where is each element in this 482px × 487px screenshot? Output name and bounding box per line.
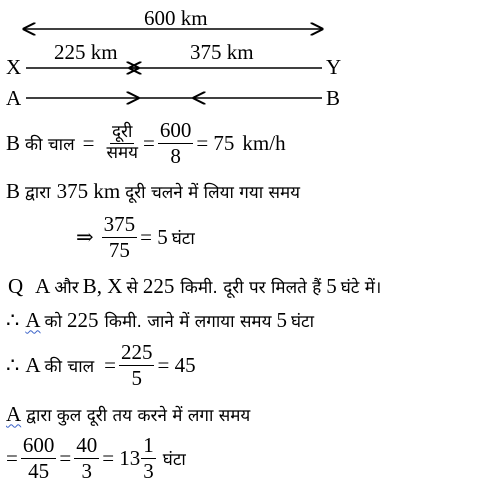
meeting-rest-text: किमी. दूरी पर मिलते हैं: [180, 277, 322, 298]
a-label: A: [25, 352, 41, 377]
heading-rest-text: कुल दूरी तय करने में लगा समय: [56, 405, 251, 426]
time-b-heading: [6, 177, 300, 205]
implies-arrow: ⇒: [76, 224, 94, 249]
meeting-statement: [8, 272, 381, 300]
a-label: A: [25, 307, 41, 332]
point-a-label: A: [6, 86, 22, 110]
total-time-heading: [6, 400, 250, 428]
result-5: = 5: [140, 224, 168, 249]
heading-rest-text: दूरी चलने में लिया गया समय: [125, 182, 301, 203]
unit-kmh: km/h: [242, 130, 286, 155]
segment-375-label: 375 km: [190, 40, 254, 64]
equals-sign: =: [59, 445, 72, 470]
total-time-calculation: [6, 432, 186, 484]
point-x-label: X: [6, 55, 22, 79]
number-225: 225: [142, 273, 175, 298]
fraction-600-8: $\frac{600}{8}$: [159, 118, 192, 168]
therefore-symbol: ∴: [6, 352, 20, 377]
equals-sign: =: [6, 445, 18, 470]
a-label: A: [35, 273, 51, 298]
fraction-225-5: $\frac{225}{5}$: [120, 340, 153, 390]
fraction-375-75: $\frac{375}{75}$: [103, 212, 136, 262]
therefore-symbol: ∴: [6, 307, 20, 332]
speed-a-line: [6, 340, 196, 390]
b-label: B: [6, 178, 21, 203]
fraction-1-3: $\frac{1}{3}$: [143, 433, 154, 483]
ko-text: को: [44, 311, 63, 332]
b-label: B: [6, 130, 21, 155]
fraction-600-45: $\frac{600}{45}$: [22, 433, 55, 483]
time-rest-text: किमी. जाने में लगाया समय: [104, 311, 272, 332]
total-distance-label: 600 km: [144, 6, 208, 30]
dwara-text: द्वारा: [25, 182, 51, 203]
dwara-text: द्वारा: [26, 405, 52, 426]
equals-sign: =: [82, 130, 95, 155]
unit-ghanta: घंटा: [162, 449, 186, 470]
aur-text: और: [54, 277, 79, 298]
since-symbol: Q: [8, 273, 24, 298]
ki-chaal-text: की चाल: [25, 134, 75, 155]
fraction-40-3: $\frac{40}{3}$: [76, 433, 98, 483]
number-5: 5: [326, 273, 337, 298]
result-13: = 13: [102, 445, 141, 470]
time-b-calculation: [76, 212, 195, 262]
se-text: से: [126, 277, 138, 298]
point-b-label: B: [326, 86, 341, 110]
ghante-mein-text: घंटे में।: [340, 277, 382, 298]
result-45: = 45: [157, 352, 196, 377]
ki-chaal-text: की चाल: [44, 356, 95, 377]
bx-label: B, X: [82, 273, 123, 298]
number-5: 5: [276, 307, 287, 332]
equals-sign: =: [142, 130, 155, 155]
number-225: 225: [67, 307, 99, 332]
point-y-label: Y: [326, 55, 342, 79]
segment-225-label: 225 km: [54, 40, 118, 64]
unit-ghanta: घंटा: [171, 228, 195, 249]
speed-b-line: [6, 118, 286, 168]
unit-ghanta: घंटा: [290, 311, 314, 332]
distance-over-time-fraction: $\frac{\text{दूरी}}{\text{समय}}$: [106, 121, 138, 163]
equals-sign: =: [104, 352, 116, 377]
result-75: = 75: [196, 130, 235, 155]
distance-375: 375 km: [56, 178, 121, 203]
time-a-statement: [6, 306, 314, 334]
a-label: A: [6, 401, 22, 426]
